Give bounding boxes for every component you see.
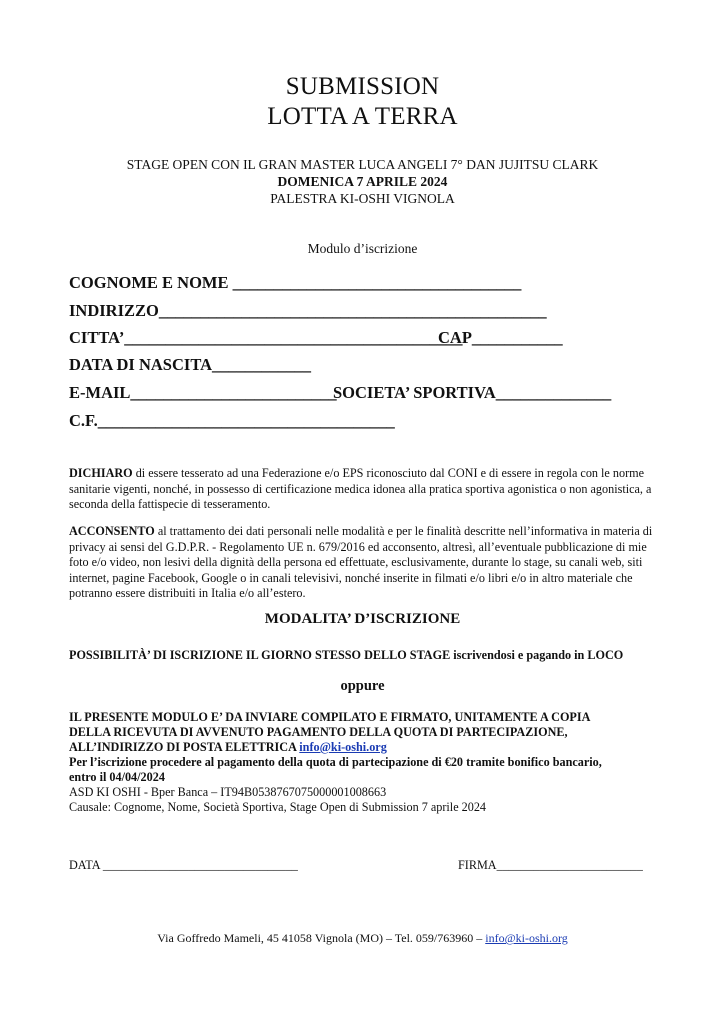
bank-line: ASD KI OSHI - Bper Banca – IT94B0538767075000001008663 (69, 785, 387, 799)
sign-field[interactable]: FIRMA________________________ (458, 858, 643, 872)
consent-label: ACCONSENTO (69, 524, 155, 538)
footer-address: Via Goffredo Mameli, 45 41058 Vignola (MO) – Tel. 059/763960 – (157, 931, 486, 945)
or-label: oppure (340, 678, 385, 694)
payment-line-2: entro il 04/04/2024 (69, 770, 165, 784)
address-field[interactable]: INDIRIZZO_______________________________________________ (69, 301, 547, 320)
consent-text: al trattamento dei dati personali nelle modalità e per le finalità descritte nell’informativa in materia di privacy ai sensi del G.D.P.R. - Regolamento UE n. 679/2016 ed acconsento, altresì, all’eventuale pubblicazione di mie foto e/o video, non lesivi della dignità della persona ed effettuate, esclusivamente, durante lo stage, su canali web, siti internet, pagine Facebook, Google o in canali televisivi, nonché inserite in filmati e/o libri e/o in altro materiale che potranno essere distribuiti in Italia e/o all’estero. (69, 524, 653, 600)
registration-heading: MODALITA’ D’ISCRIZIONE (264, 611, 461, 627)
footer-email-link[interactable]: info@ki-oshi.org (485, 931, 568, 945)
declaration-paragraph (69, 466, 659, 513)
title-line-2: LOTTA A TERRA (267, 103, 458, 130)
email-field[interactable]: E-MAIL_________________________ (69, 383, 337, 402)
venue-line: PALESTRA KI-OSHI VIGNOLA (270, 191, 455, 206)
footer (0, 931, 725, 946)
send-line-3 (69, 740, 387, 755)
send-line-3-text: ALL’INDIRIZZO DI POSTA ELETTRICA (69, 740, 300, 754)
birth-date-field[interactable]: DATA DI NASCITA____________ (69, 355, 312, 374)
title-line-1: SUBMISSION (285, 73, 440, 100)
cap-field[interactable]: CAP___________ (438, 328, 563, 347)
club-field[interactable]: SOCIETA’ SPORTIVA______________ (333, 383, 612, 402)
tax-code-field[interactable]: C.F.____________________________________ (69, 411, 395, 430)
form-label: Modulo d’iscrizione (307, 241, 418, 256)
consent-paragraph (69, 524, 659, 602)
registration-option-1: POSSIBILITÀ’ DI ISCRIZIONE IL GIORNO STESSO DELLO STAGE iscrivendosi e pagando in LOCO (69, 648, 624, 662)
send-line-1: IL PRESENTE MODULO E’ DA INVIARE COMPILATO E FIRMATO, UNITAMENTE A COPIA (69, 710, 591, 724)
declaration-label: DICHIARO (69, 466, 133, 480)
send-line-2: DELLA RICEVUTA DI AVVENUTO PAGAMENTO DELLA QUOTA DI PARTECIPAZIONE, (69, 725, 568, 739)
declaration-text: di essere tesserato ad una Federazione e/o EPS riconosciuto dal CONI e di essere in regola con le norme sanitarie vigenti, nonché, in possesso di certificazione medica idonea alla pratica sportiva agonistica o non agonistica, a seconda della fattispecie di tesseramento. (69, 466, 652, 511)
name-field[interactable]: COGNOME E NOME ___________________________________ (69, 273, 522, 292)
date-signature-field[interactable]: DATA ________________________________ (69, 858, 298, 872)
city-field[interactable]: CITTA’_________________________________________ (69, 328, 463, 347)
payment-line-1: Per l’iscrizione procedere al pagamento della quota di partecipazione di €20 tramite bonifico bancario, (69, 755, 602, 769)
date-line: DOMENICA 7 APRILE 2024 (277, 174, 448, 189)
reason-line: Causale: Cognome, Nome, Società Sportiva, Stage Open di Submission 7 aprile 2024 (69, 800, 487, 814)
email-link[interactable]: info@ki-oshi.org (299, 740, 387, 754)
stage-line: STAGE OPEN CON IL GRAN MASTER LUCA ANGELI 7° DAN JUJITSU CLARK (126, 157, 599, 172)
